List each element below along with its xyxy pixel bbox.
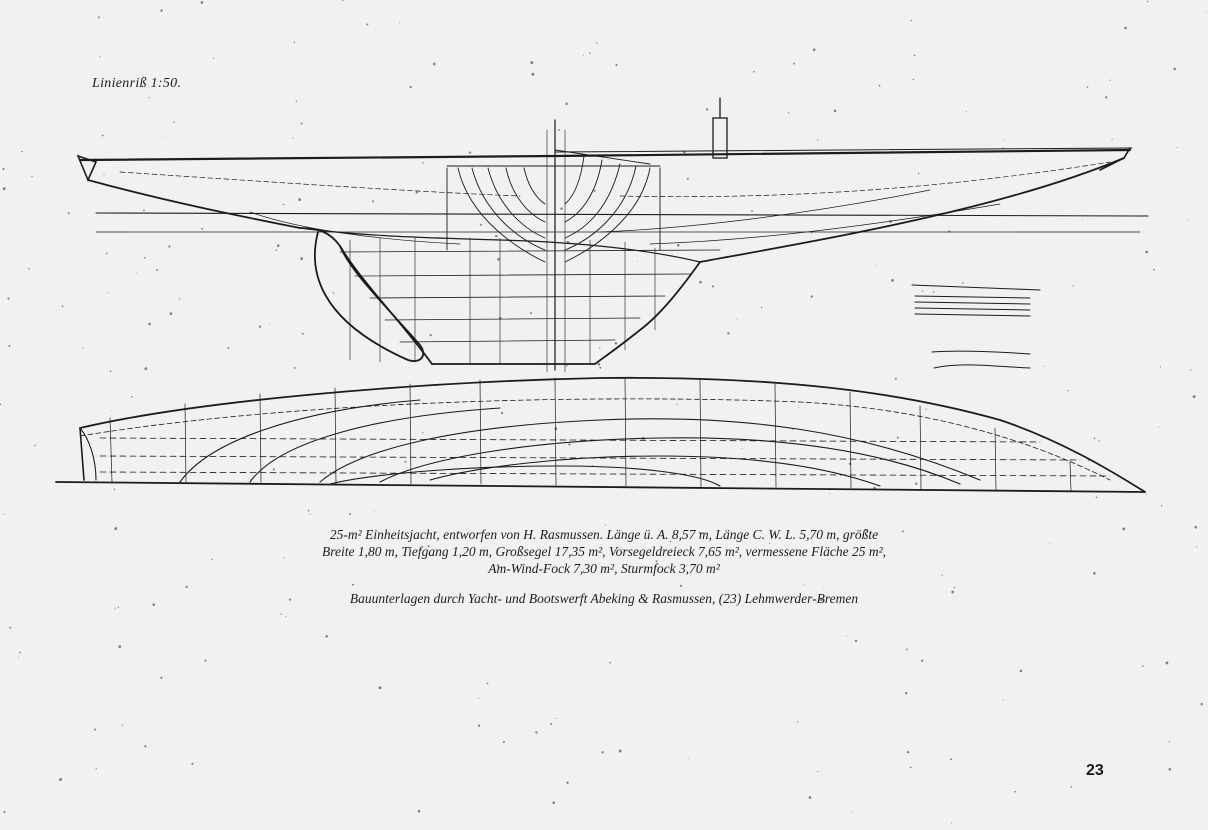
table-stamp [912,285,1040,368]
caption-line-2: Breite 1,80 m, Tiefgang 1,20 m, Großsegel 17,35 m², Vorsegeldreieck 7,65 m², vermessene Fläche 25 m², [321,544,887,559]
figure-caption [200,526,1008,577]
caption-line-3: Am-Wind-Fock 7,30 m², Sturmfock 3,70 m² [488,561,720,576]
page-title: Linienriß 1:50. [92,76,182,91]
credit-line: Bauunterlagen durch Yacht- und Bootswerft Abeking & Rasmussen, (23) Lehmwerder-Bremen [349,591,859,606]
page-number: 23 [1086,762,1104,779]
caption-line-1: 25-m² Einheitsjacht, entworfen von H. Rasmussen. Länge ü. A. 8,57 m, Länge C. W. L. 5,70 m, größte [329,527,879,542]
half-breadth-plan [56,378,1145,492]
profile-view [78,98,1148,372]
